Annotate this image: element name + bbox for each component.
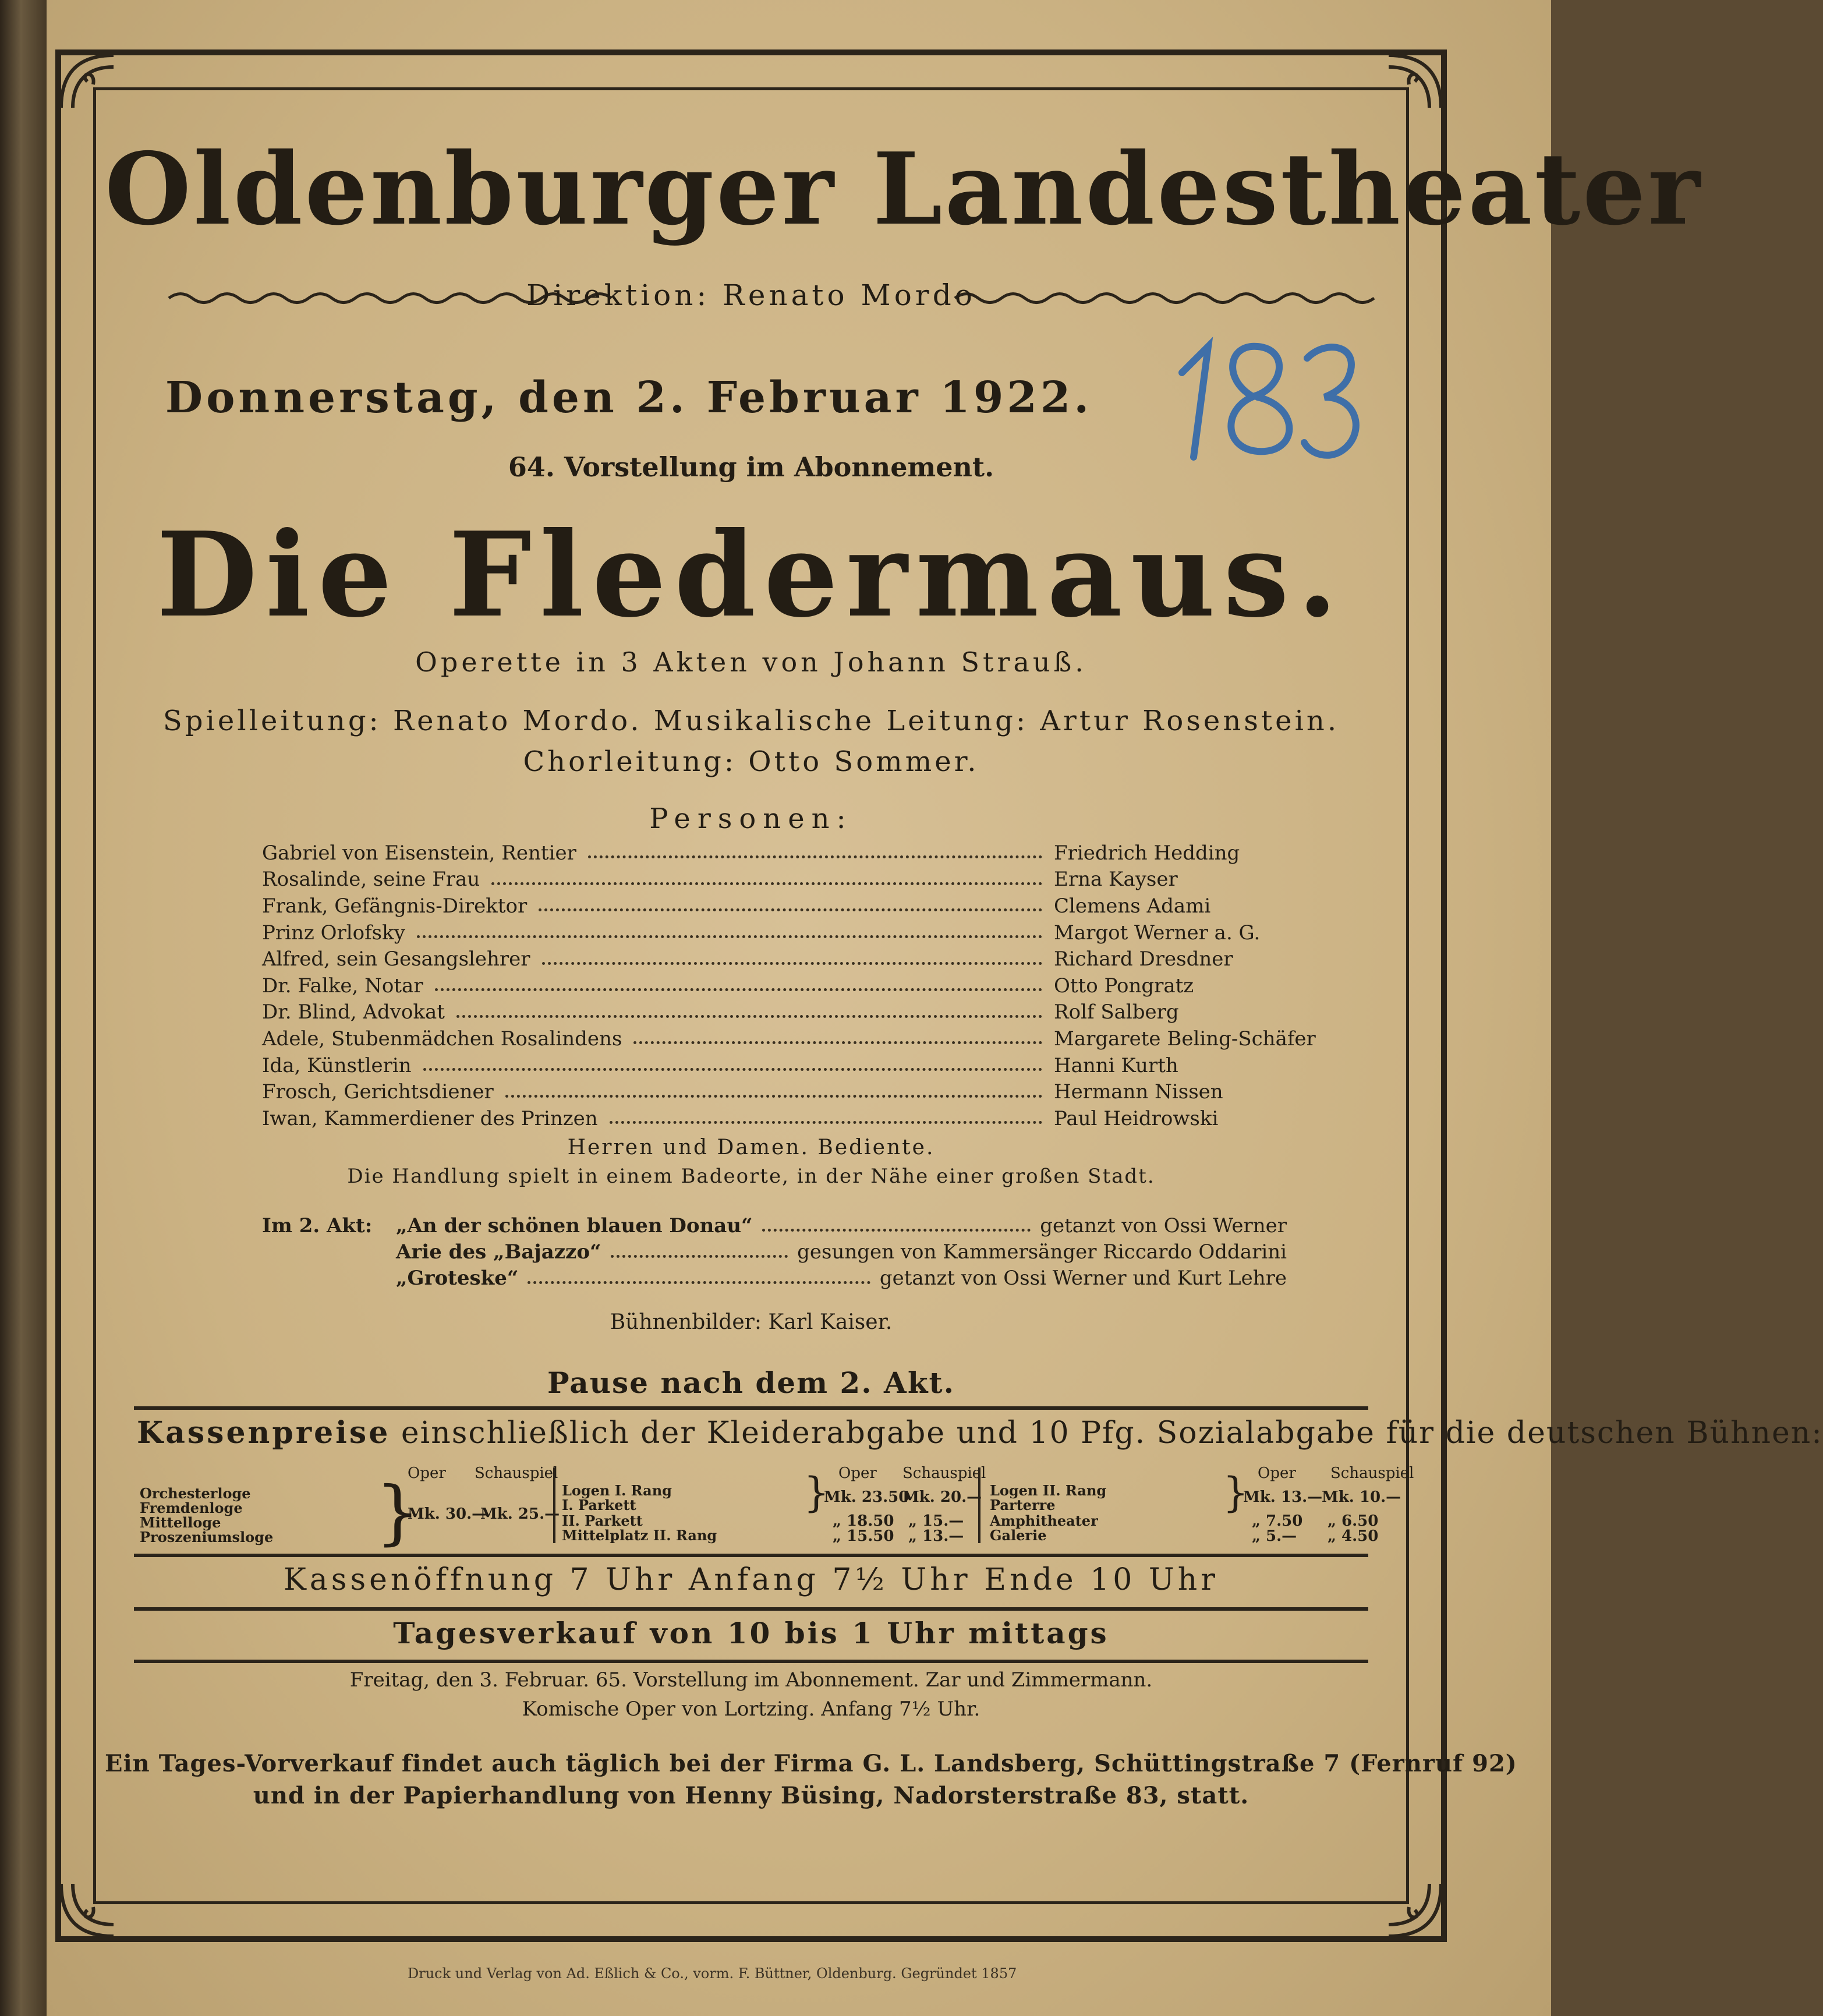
seat-category: I. Parkett <box>562 1497 636 1513</box>
cast-actor: Hermann Nissen <box>1054 1080 1223 1104</box>
cast-actor: Richard Dresdner <box>1054 947 1233 971</box>
cast-actor: Erna Kayser <box>1054 868 1178 892</box>
cast-row <box>262 893 1287 919</box>
price-oper: Mk. 30.— <box>408 1505 487 1523</box>
vorverkauf-line-1: Ein Tages-Vorverkauf findet auch täglich bei der Firma G. L. Landsberg, Schüttingstraße 7 (Fernruf 92) <box>105 1750 1517 1777</box>
price-schauspiel: Mk. 25.— <box>480 1505 560 1523</box>
cast-row <box>262 972 1287 999</box>
cast-actor: Margarete Beling-Schäfer <box>1054 1027 1316 1051</box>
cast-role: Dr. Blind, Advokat <box>262 1000 445 1024</box>
price-schauspiel: Mk. 20.— <box>902 1488 982 1506</box>
price-schauspiel: „ 6.50 <box>1328 1512 1379 1530</box>
next-performance-line-2: Komische Oper von Lortzing. Anfang 7½ Uhr. <box>522 1697 980 1721</box>
cast-role: Prinz Orlofsky <box>262 921 405 945</box>
price-oper: „ 15.50 <box>833 1527 894 1545</box>
play-subtitle: Operette in 3 Akten von Johann Strauß. <box>415 646 1087 678</box>
chorleitung-line: Chorleitung: Otto Sommer. <box>523 745 979 778</box>
kassenpreise-line <box>137 1415 1823 1451</box>
kassenpreise-text: einschließlich der Kleiderabgabe und 10 Pfg. Sozialabgabe für die deutschen Bühnen: <box>401 1416 1823 1451</box>
cast-actor: Friedrich Hedding <box>1054 841 1240 865</box>
price-schauspiel: „ 13.— <box>908 1527 964 1545</box>
cast-actor: Rolf Salberg <box>1054 1000 1179 1024</box>
tagesverkauf-line: Tagesverkauf von 10 bis 1 Uhr mittags <box>393 1616 1109 1650</box>
divider <box>134 1554 1368 1557</box>
price-oper: „ 7.50 <box>1252 1512 1303 1530</box>
col-oper-header: Oper <box>408 1465 446 1482</box>
cast-row <box>262 946 1287 972</box>
personen-heading: Personen: <box>649 802 853 835</box>
brace-icon: } <box>1223 1469 1249 1516</box>
cast-role: Iwan, Kammerdiener des Prinzen <box>262 1106 598 1130</box>
cast-actor: Paul Heidrowski <box>1054 1106 1219 1130</box>
play-title: Die Fledermaus. <box>156 507 1346 643</box>
cast-row <box>262 1052 1287 1079</box>
seat-category: Mittelloge <box>140 1514 221 1531</box>
direktion-line: Direktion: Renato Mordo <box>526 278 976 312</box>
dot-leader <box>491 874 1042 885</box>
corner-ornament-icon <box>1383 49 1447 114</box>
cast-role: Alfred, sein Gesangslehrer <box>262 947 530 971</box>
cast-actor: Margot Werner a. G. <box>1054 921 1261 945</box>
einlage-row <box>262 1267 1287 1290</box>
performance-date: Donnerstag, den 2. Februar 1922. <box>165 373 1093 423</box>
col-schauspiel-header: Schauspiel <box>475 1465 558 1482</box>
corner-ornament-icon <box>1383 1878 1447 1942</box>
corner-ornament-icon <box>55 49 119 114</box>
cast-role: Rosalinde, seine Frau <box>262 868 480 892</box>
book-spine <box>0 0 47 2016</box>
cast-row <box>262 999 1287 1026</box>
cast-role: Frank, Gefängnis-Direktor <box>262 894 528 918</box>
column-divider <box>978 1467 980 1543</box>
cast-actor: Hanni Kurth <box>1054 1053 1178 1077</box>
cast-role: Adele, Stubenmädchen Rosalindens <box>262 1027 622 1051</box>
price-oper: Mk. 13.— <box>1243 1488 1323 1506</box>
column-divider <box>553 1467 555 1543</box>
leitung-line: Spielleitung: Renato Mordo. Musikalische Leitung: Artur Rosenstein. <box>162 705 1340 737</box>
corner-ornament-icon <box>55 1878 119 1942</box>
dot-leader <box>417 927 1042 938</box>
einlage-performer: gesungen von Kammersänger Riccardo Oddarini <box>797 1240 1287 1264</box>
cast-row <box>262 919 1287 946</box>
seat-category: Fremdenloge <box>140 1499 243 1516</box>
price-oper: „ 5.— <box>1252 1527 1297 1545</box>
handlung-line: Die Handlung spielt in einem Badeorte, in der Nähe einer großen Stadt. <box>347 1165 1155 1188</box>
dot-leader <box>528 1273 870 1284</box>
seat-category: Parterre <box>990 1497 1056 1513</box>
price-oper: „ 18.50 <box>833 1512 894 1530</box>
einlage-performer: getanzt von Ossi Werner <box>1040 1214 1287 1237</box>
cast-list <box>262 840 1316 1132</box>
dot-leader <box>633 1033 1042 1044</box>
cast-row <box>262 866 1287 893</box>
cast-role: Gabriel von Eisenstein, Rentier <box>262 841 576 865</box>
seat-category: Logen II. Rang <box>990 1482 1107 1499</box>
col-oper-header: Oper <box>838 1465 877 1482</box>
einlage-title: „An der schönen blauen Donau“ <box>396 1214 753 1237</box>
extras-line: Herren und Damen. Bediente. <box>567 1136 935 1159</box>
brace-icon: } <box>803 1469 830 1516</box>
cast-actor: Otto Pongratz <box>1054 974 1194 998</box>
seat-category: Proszeniumsloge <box>140 1529 274 1545</box>
kassenpreise-label: Kassenpreise <box>137 1415 391 1451</box>
dot-leader <box>611 1247 788 1258</box>
handwritten-number <box>1159 332 1368 472</box>
cast-row <box>262 1025 1316 1052</box>
einlage-title: Arie des „Bajazzo“ <box>396 1240 601 1264</box>
einlage-prefix: Im 2. Akt: <box>262 1214 373 1237</box>
dot-leader <box>542 954 1042 965</box>
cast-actor: Clemens Adami <box>1054 894 1211 918</box>
seat-category: Galerie <box>990 1527 1047 1544</box>
printer-imprint: Druck und Verlag von Ad. Eßlich & Co., vorm. F. Büttner, Oldenburg. Gegründet 1857 <box>408 1965 1017 1982</box>
cast-row <box>262 1105 1287 1132</box>
dot-leader <box>456 1007 1042 1018</box>
price-oper: Mk. 23.50 <box>824 1488 909 1506</box>
seat-category: Mittelplatz II. Rang <box>562 1527 717 1544</box>
dot-leader <box>610 1113 1042 1124</box>
cast-row <box>262 840 1287 866</box>
einlage-performer: getanzt von Ossi Werner und Kurt Lehre <box>879 1267 1287 1290</box>
seat-category: Orchesterloge <box>140 1485 251 1502</box>
pause-line: Pause nach dem 2. Akt. <box>547 1366 955 1400</box>
einlage-row <box>262 1240 1287 1264</box>
dot-leader <box>539 900 1042 911</box>
col-oper-header: Oper <box>1258 1465 1296 1482</box>
dot-leader <box>588 847 1042 858</box>
brace-icon: } <box>376 1472 420 1553</box>
cast-role: Frosch, Gerichtsdiener <box>262 1080 494 1104</box>
divider <box>134 1660 1368 1663</box>
price-schauspiel: Mk. 10.— <box>1322 1488 1401 1506</box>
seat-category: Logen I. Rang <box>562 1482 672 1499</box>
einlage-title: „Groteske“ <box>396 1267 519 1290</box>
times-line: Kassenöffnung 7 Uhr Anfang 7½ Uhr Ende 10 Uhr <box>283 1562 1219 1597</box>
dot-leader <box>423 1060 1042 1071</box>
dot-leader <box>505 1087 1042 1098</box>
price-schauspiel: „ 15.— <box>908 1512 964 1530</box>
vorverkauf-line-2: und in der Papierhandlung von Henny Büsing, Nadorsterstraße 83, statt. <box>253 1782 1249 1809</box>
theater-title: Oldenburger Landestheater <box>105 131 1702 247</box>
cast-role: Dr. Falke, Notar <box>262 974 423 998</box>
buehnenbilder-line: Bühnenbilder: Karl Kaiser. <box>610 1310 893 1334</box>
seat-category: Amphitheater <box>990 1512 1098 1529</box>
dot-leader <box>762 1221 1031 1232</box>
seat-category: II. Parkett <box>562 1512 643 1529</box>
price-schauspiel: „ 4.50 <box>1328 1527 1379 1545</box>
divider <box>134 1607 1368 1611</box>
next-performance-line-1: Freitag, den 3. Februar. 65. Vorstellung im Abonnement. Zar und Zimmermann. <box>349 1668 1153 1692</box>
cast-row <box>262 1078 1287 1105</box>
vorstellung-number: 64. Vorstellung im Abonnement. <box>508 451 994 483</box>
einlage-row <box>262 1214 1287 1237</box>
col-schauspiel-header: Schauspiel <box>1330 1465 1414 1482</box>
divider <box>134 1406 1368 1410</box>
col-schauspiel-header: Schauspiel <box>902 1465 986 1482</box>
handwritten-number-icon <box>1159 332 1368 472</box>
cast-role: Ida, Künstlerin <box>262 1053 412 1077</box>
dot-leader <box>435 980 1042 991</box>
